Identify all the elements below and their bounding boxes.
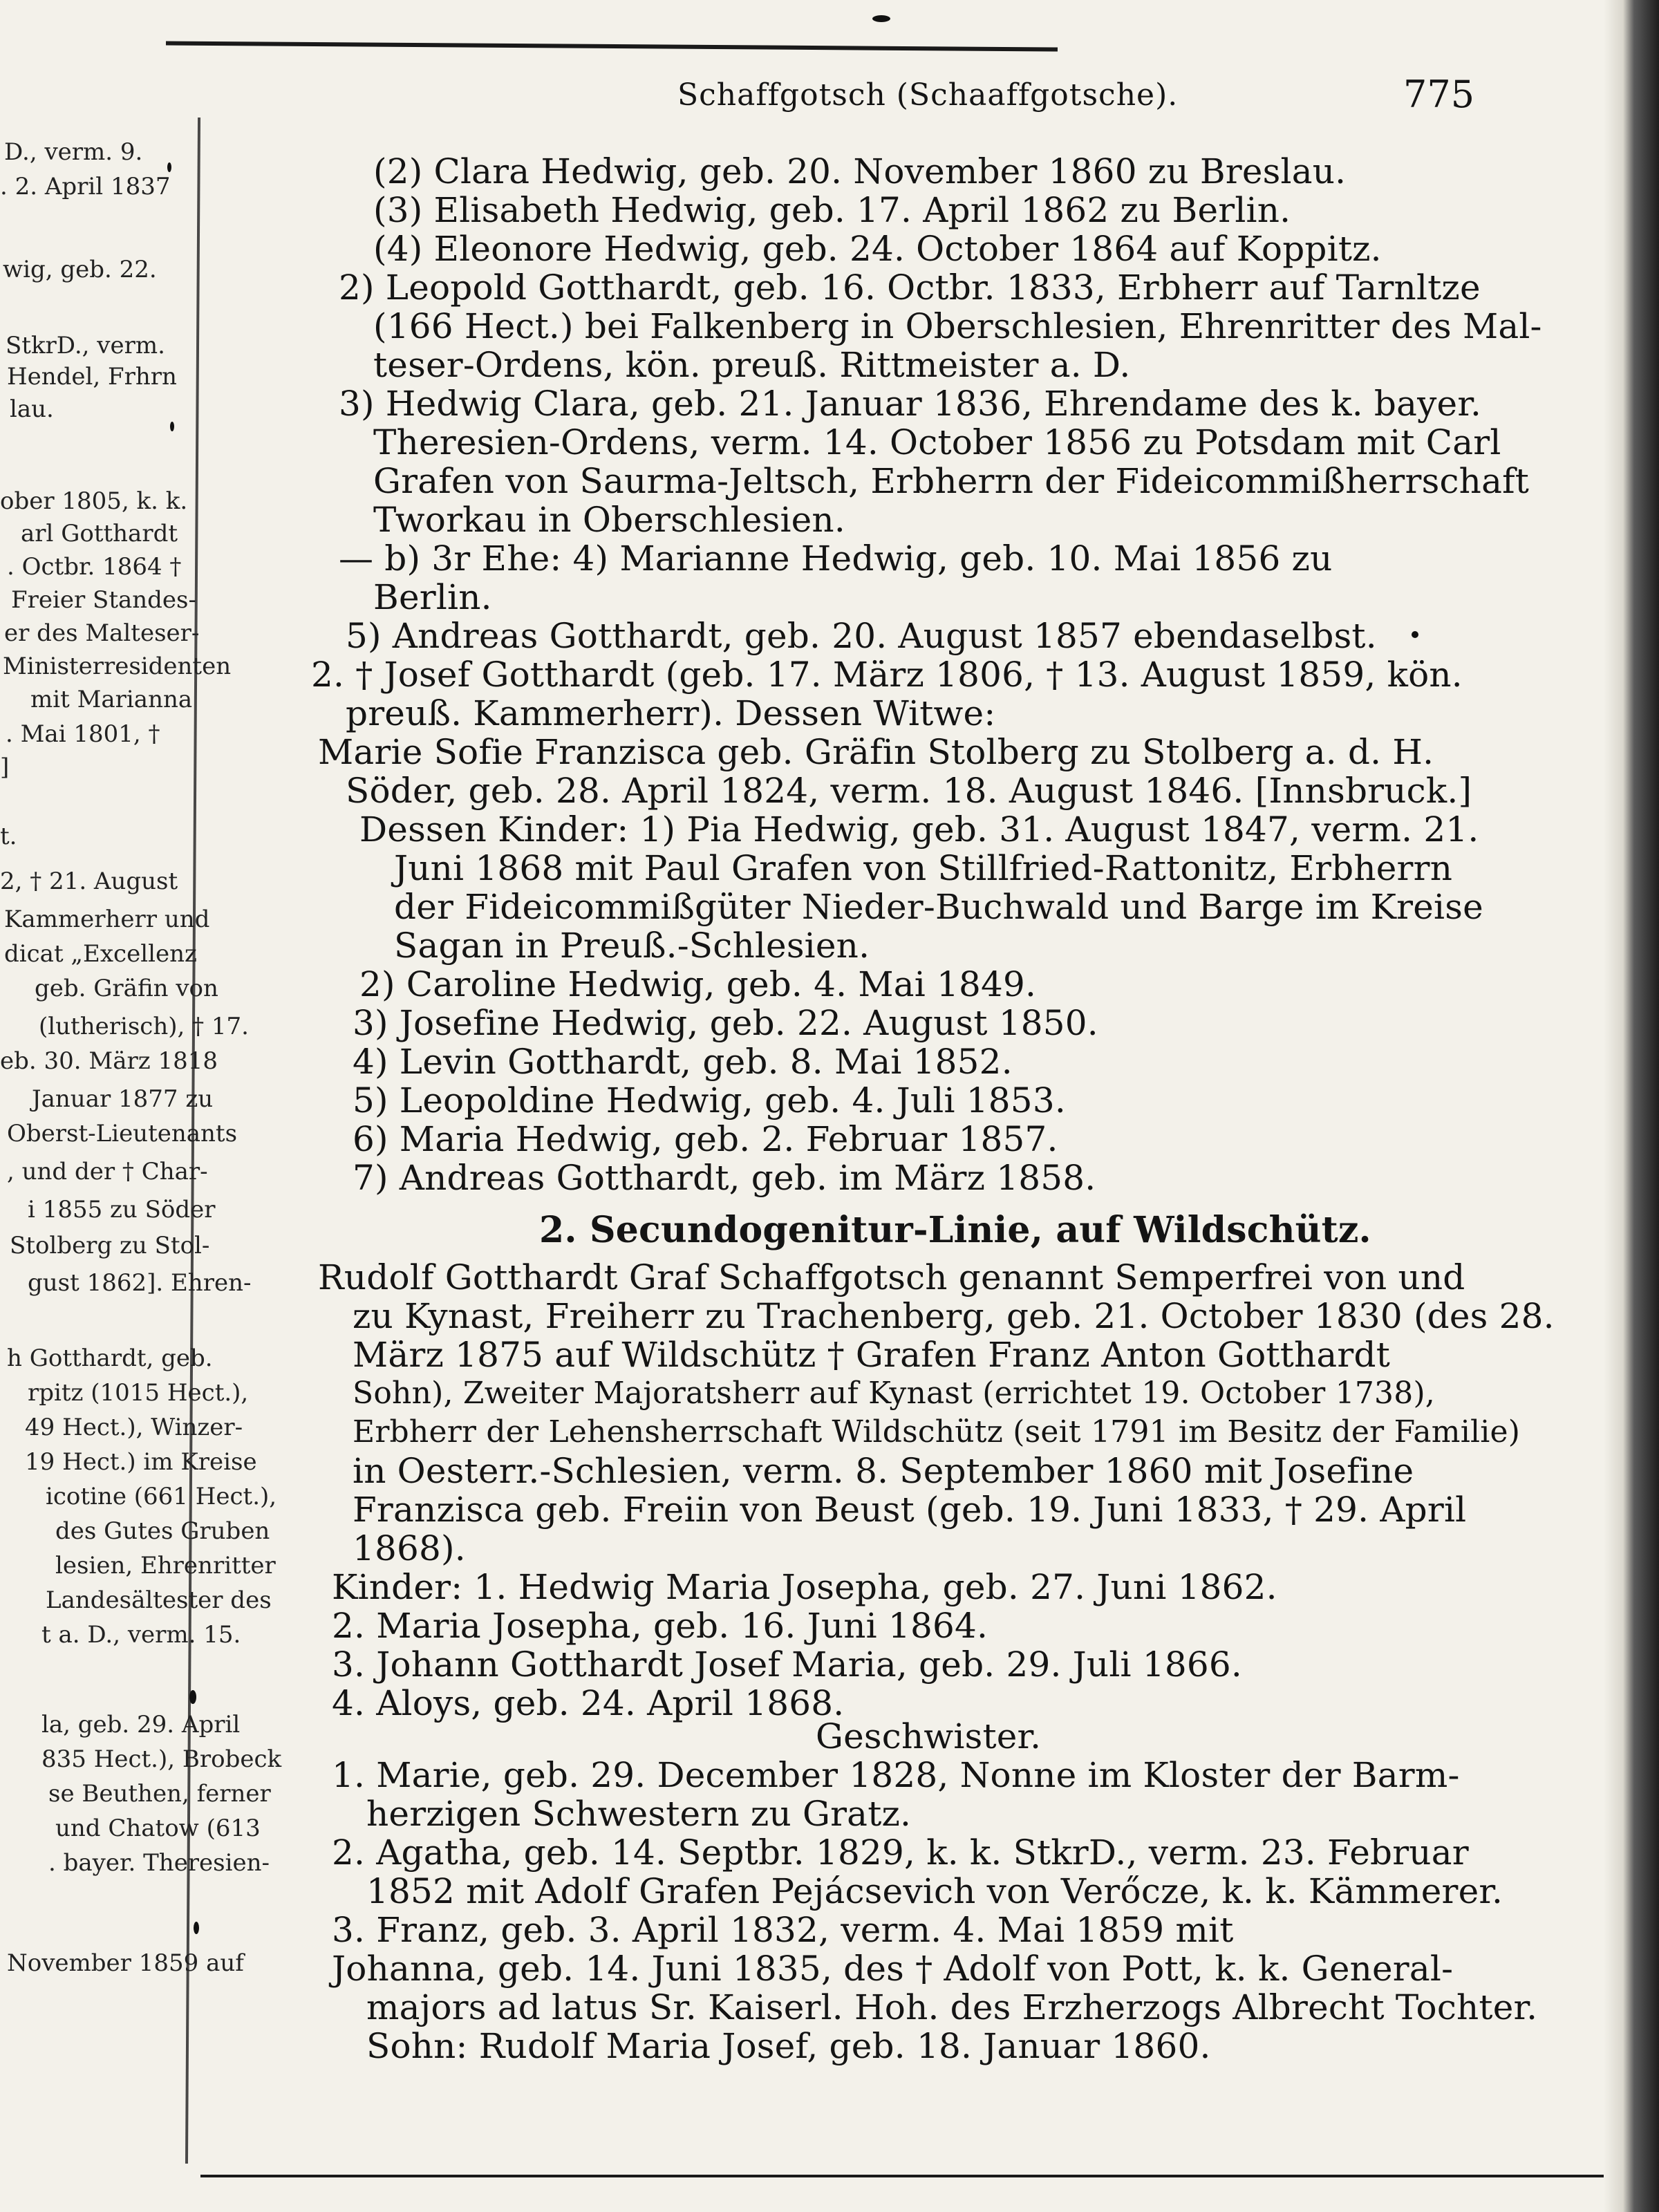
text-line: 4) Levin Gotthardt, geb. 8. Mai 1852. bbox=[353, 1042, 1013, 1082]
left-fragment: mit Marianna bbox=[30, 686, 193, 713]
left-fragment: se Beuthen, ferner bbox=[48, 1780, 271, 1808]
top-rule bbox=[166, 41, 1058, 51]
text-line: (4) Eleonore Hedwig, geb. 24. October 1864 auf Koppitz. bbox=[373, 229, 1382, 269]
text-line: 2) Caroline Hedwig, geb. 4. Mai 1849. bbox=[359, 964, 1037, 1004]
text-line: Kinder: 1. Hedwig Maria Josepha, geb. 27. Juni 1862. bbox=[332, 1567, 1277, 1607]
text-line: 5) Leopoldine Hedwig, geb. 4. Juli 1853. bbox=[353, 1080, 1066, 1121]
left-fragment: StkrD., verm. bbox=[6, 332, 165, 359]
left-fragment: rpitz (1015 Hect.), bbox=[28, 1379, 249, 1407]
left-column-fragments bbox=[0, 138, 282, 2074]
left-fragment: Hendel, Frhrn bbox=[7, 363, 177, 391]
text-line: 3. Franz, geb. 3. April 1832, verm. 4. Mai 1859 mit bbox=[332, 1910, 1234, 1950]
left-fragment: arl Gotthardt bbox=[21, 520, 178, 547]
text-line: der Fideicommißgüter Nieder-Buchwald und Barge im Kreise bbox=[394, 887, 1483, 927]
text-line: 5) Andreas Gotthardt, geb. 20. August 1857 ebendaselbst. bbox=[346, 616, 1377, 656]
text-line: 1868). bbox=[353, 1528, 466, 1568]
text-line: — b) 3r Ehe: 4) Marianne Hedwig, geb. 10. Mai 1856 zu bbox=[339, 538, 1333, 579]
text-line: Marie Sofie Franzisca geb. Gräfin Stolberg zu Stolberg a. d. H. bbox=[318, 732, 1434, 772]
left-fragment: (lutherisch), † 17. bbox=[39, 1013, 249, 1040]
left-fragment: Januar 1877 zu bbox=[32, 1085, 214, 1113]
text-line: Franzisca geb. Freiin von Beust (geb. 19. Juni 1833, † 29. April bbox=[353, 1490, 1467, 1530]
left-fragment: Stolberg zu Stol- bbox=[10, 1232, 210, 1259]
left-fragment: . Mai 1801, † bbox=[6, 720, 160, 748]
ink-speck bbox=[1412, 631, 1418, 638]
text-line: in Oesterr.-Schlesien, verm. 8. September 1860 mit Josefine bbox=[353, 1451, 1414, 1491]
text-line: 3. Johann Gotthardt Josef Maria, geb. 29. Juli 1866. bbox=[332, 1644, 1242, 1685]
left-fragment: lesien, Ehrenritter bbox=[55, 1552, 276, 1580]
left-fragment: la, geb. 29. April bbox=[41, 1711, 241, 1738]
text-line: Rudolf Gotthardt Graf Schaffgotsch genannt Semperfrei von und bbox=[318, 1257, 1465, 1297]
text-line: Erbherr der Lehensherrschaft Wildschütz (seit 1791 im Besitz der Familie) bbox=[353, 1414, 1521, 1450]
text-line: Sohn: Rudolf Maria Josef, geb. 18. Januar 1860. bbox=[366, 2026, 1211, 2066]
text-line: 3) Hedwig Clara, geb. 21. Januar 1836, Ehrendame des k. bayer. bbox=[339, 384, 1482, 424]
left-fragment: Freier Standes- bbox=[11, 586, 196, 614]
left-fragment: t. bbox=[0, 823, 17, 850]
left-fragment: eb. 30. März 1818 bbox=[0, 1047, 218, 1075]
text-line: Juni 1868 mit Paul Grafen von Stillfried-Rattonitz, Erbherrn bbox=[394, 848, 1453, 888]
left-fragment: dicat „Excellenz bbox=[4, 940, 197, 968]
bottom-rule bbox=[200, 2175, 1611, 2177]
text-line: 1852 mit Adolf Grafen Pejácsevich von Verőcze, k. k. Kämmerer. bbox=[366, 1871, 1503, 1911]
text-line: preuß. Kammerherr). Dessen Witwe: bbox=[346, 693, 996, 733]
text-line: März 1875 auf Wildschütz † Grafen Franz Anton Gotthardt bbox=[353, 1335, 1391, 1375]
left-fragment: D., verm. 9. bbox=[4, 138, 143, 166]
left-fragment: . 2. April 1837 bbox=[0, 173, 171, 200]
left-fragment: 49 Hect.), Winzer- bbox=[25, 1414, 243, 1441]
text-line: 6) Maria Hedwig, geb. 2. Februar 1857. bbox=[353, 1119, 1058, 1159]
text-line: (166 Hect.) bei Falkenberg in Oberschlesien, Ehrenritter des Mal- bbox=[373, 306, 1542, 346]
left-fragment: . bayer. Theresien- bbox=[48, 1849, 270, 1877]
text-line: Grafen von Saurma-Jeltsch, Erbherrn der Fideicommißherrschaft bbox=[373, 461, 1530, 501]
left-fragment: geb. Gräfin von bbox=[35, 975, 218, 1002]
left-fragment: Ministerresidenten bbox=[3, 653, 232, 680]
text-line: 2. Agatha, geb. 14. Septbr. 1829, k. k. StkrD., verm. 23. Februar bbox=[332, 1833, 1469, 1873]
text-line: 2. † Josef Gotthardt (geb. 17. März 1806, † 13. August 1859, kön. bbox=[311, 655, 1463, 695]
left-fragment: 2, † 21. August bbox=[0, 868, 178, 895]
left-fragment: wig, geb. 22. bbox=[3, 256, 157, 283]
text-line: Sagan in Preuß.-Schlesien. bbox=[394, 926, 870, 966]
subheading: Geschwister. bbox=[816, 1716, 1042, 1756]
left-fragment: , und der † Char- bbox=[7, 1158, 208, 1185]
text-line: 1. Marie, geb. 29. December 1828, Nonne im Kloster der Barm- bbox=[332, 1755, 1460, 1795]
left-fragment: icotine (661 Hect.), bbox=[46, 1483, 277, 1510]
text-line: (2) Clara Hedwig, geb. 20. November 1860 zu Breslau. bbox=[373, 151, 1347, 191]
page-edge-shadow bbox=[1604, 0, 1659, 2212]
left-fragment: 835 Hect.), Brobeck bbox=[41, 1745, 282, 1773]
text-line: Berlin. bbox=[373, 577, 492, 617]
text-line: 2. Maria Josepha, geb. 16. Juni 1864. bbox=[332, 1606, 988, 1646]
left-fragment: i 1855 zu Söder bbox=[28, 1196, 216, 1224]
text-line: majors ad latus Sr. Kaiserl. Hoh. des Erzherzogs Albrecht Tochter. bbox=[366, 1987, 1538, 2027]
text-line: 3) Josefine Hedwig, geb. 22. August 1850. bbox=[353, 1003, 1098, 1043]
left-fragment: Oberst-Lieutenants bbox=[7, 1120, 238, 1147]
left-fragment: er des Malteser- bbox=[4, 619, 200, 647]
ink-speck bbox=[189, 1690, 196, 1704]
text-line: Sohn), Zweiter Majoratsherr auf Kynast (errichtet 19. October 1738), bbox=[353, 1376, 1435, 1411]
left-fragment: gust 1862]. Ehren- bbox=[28, 1269, 252, 1297]
text-line: zu Kynast, Freiherr zu Trachenberg, geb. 21. October 1830 (des 28. bbox=[353, 1296, 1555, 1336]
ink-speck bbox=[194, 1922, 199, 1934]
text-line: Söder, geb. 28. April 1824, verm. 18. August 1846. [Innsbruck.] bbox=[346, 771, 1472, 811]
text-line: Theresien-Ordens, verm. 14. October 1856 zu Potsdam mit Carl bbox=[373, 422, 1501, 462]
left-fragment: und Chatow (613 bbox=[55, 1815, 261, 1842]
left-fragment: ] bbox=[0, 753, 10, 781]
left-fragment: ober 1805, k. k. bbox=[0, 487, 188, 515]
left-fragment: h Gotthardt, geb. bbox=[7, 1344, 213, 1372]
text-line: Tworkau in Oberschlesien. bbox=[373, 500, 845, 540]
running-head: Schaffgotsch (Schaaffgotsche). bbox=[677, 77, 1179, 113]
section-heading: 2. Secundogenitur-Linie, auf Wildschütz. bbox=[539, 1209, 1371, 1251]
page-number: 775 bbox=[1403, 73, 1475, 116]
left-fragment: November 1859 auf bbox=[7, 1949, 244, 1977]
left-fragment: Kammerherr und bbox=[4, 906, 210, 933]
left-fragment: lau. bbox=[10, 395, 54, 423]
text-line: 4. Aloys, geb. 24. April 1868. bbox=[332, 1683, 845, 1723]
text-line: 2) Leopold Gotthardt, geb. 16. Octbr. 1833, Erbherr auf Tarnltze bbox=[339, 268, 1481, 308]
left-fragment: . Octbr. 1864 † bbox=[7, 553, 182, 581]
ink-speck bbox=[872, 15, 890, 22]
left-fragment: des Gutes Gruben bbox=[55, 1517, 270, 1545]
left-fragment: t a. D., verm. 15. bbox=[41, 1621, 241, 1649]
left-fragment: 19 Hect.) im Kreise bbox=[25, 1448, 257, 1476]
text-line: teser-Ordens, kön. preuß. Rittmeister a. D. bbox=[373, 345, 1131, 385]
text-line: herzigen Schwestern zu Gratz. bbox=[366, 1794, 912, 1834]
text-line: 7) Andreas Gotthardt, geb. im März 1858. bbox=[353, 1158, 1096, 1198]
text-line: (3) Elisabeth Hedwig, geb. 17. April 1862 zu Berlin. bbox=[373, 190, 1291, 230]
left-fragment: Landesältester des bbox=[46, 1586, 272, 1614]
text-line: Dessen Kinder: 1) Pia Hedwig, geb. 31. August 1847, verm. 21. bbox=[359, 809, 1479, 850]
text-line: Johanna, geb. 14. Juni 1835, des † Adolf von Pott, k. k. General- bbox=[332, 1949, 1454, 1989]
